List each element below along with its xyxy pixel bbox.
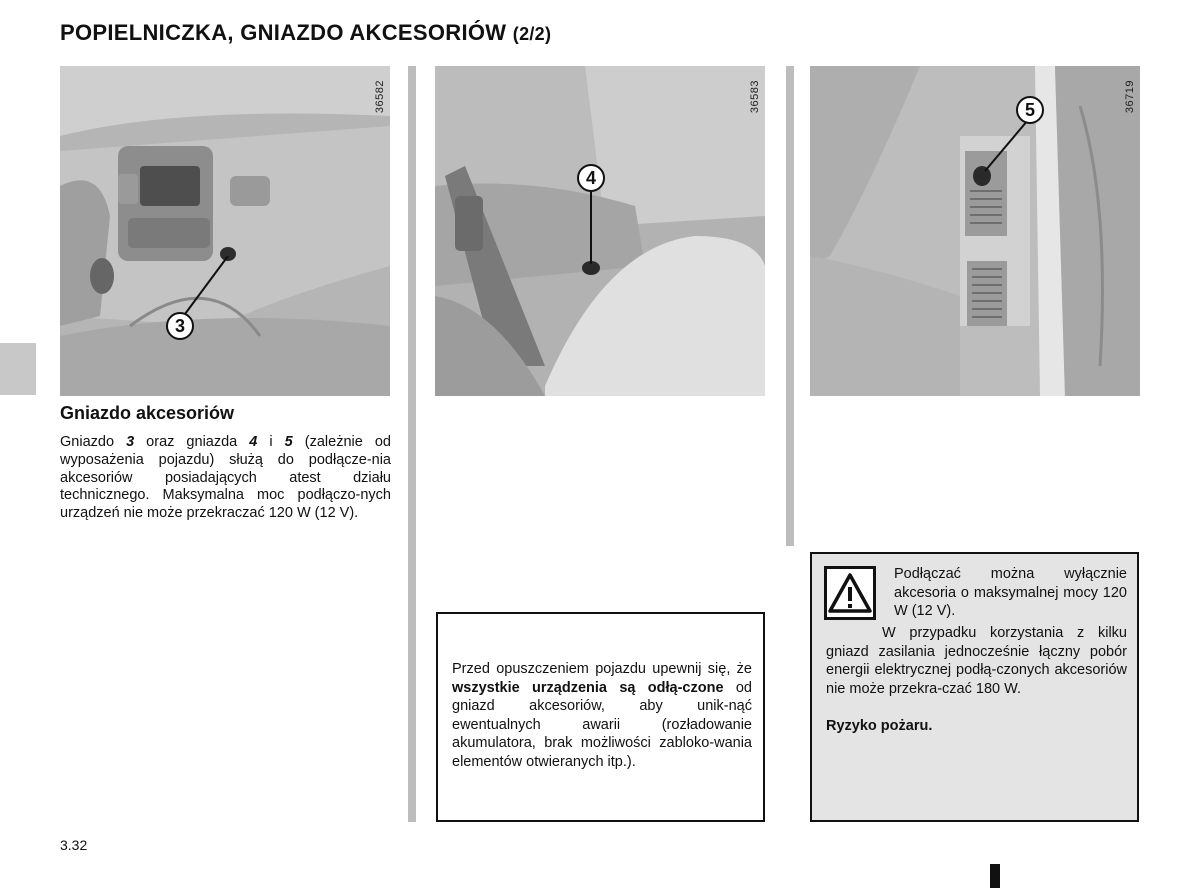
page-title: POPIELNICZKA, GNIAZDO AKCESORIÓW (2/2) xyxy=(60,20,552,45)
corner-mark xyxy=(990,864,1000,888)
warning-risk: Ryzyko pożaru. xyxy=(826,718,933,734)
page-number: 3.32 xyxy=(60,837,88,853)
warning-box xyxy=(810,552,1139,822)
note-text: Przed opuszczeniem pojazdu upewnij się, że wszystkie urządzenia są odłą-czone od gniazd akcesoriów, aby unik-nąć ewentualnych awarii (rozładowanie akumulatora, brak możliwości zabloko-wania elementów otwieranych itp.). xyxy=(452,661,752,770)
chapter-tab xyxy=(0,343,36,395)
warning-line-2: W przypadku korzystania z kilku gniazd zasilania jednocześnie łączny pobór energii elektrycznej podłą-czonych akcesoriów nie może przekra-czać 180 W. xyxy=(826,625,1127,697)
callout-3: 3 xyxy=(166,312,194,340)
figure-number: 36719 xyxy=(1124,80,1136,114)
note-emphasis: wszystkie urządzenia są odłą-czone xyxy=(452,679,724,696)
socket-ref-4: 4 xyxy=(249,434,258,450)
dashboard-illustration xyxy=(60,66,390,396)
side-wall-illustration xyxy=(810,66,1140,396)
column-divider-1 xyxy=(408,66,416,822)
figure-side-socket xyxy=(810,66,1140,396)
figure-number: 36582 xyxy=(374,80,386,114)
section-heading: Gniazdo akcesoriów xyxy=(60,403,235,423)
figure-dashboard-socket xyxy=(60,66,390,396)
seat-illustration xyxy=(435,66,765,396)
section-paragraph: Gniazdo 3 oraz gniazda 4 i 5 (zależnie od wyposażenia pojazdu) służą do podłącze-nia akcesoriów posiadających atest działu technicznego. Maksymalna moc podłączo-nych urządzeń nie może przekraczać 120 W (12 V). xyxy=(60,434,391,522)
figure-seat-socket xyxy=(435,66,765,396)
socket-ref-5: 5 xyxy=(284,434,293,450)
callout-5: 5 xyxy=(1016,96,1044,124)
column-divider-2 xyxy=(786,66,794,546)
warning-triangle-icon xyxy=(824,566,876,620)
figure-number: 36583 xyxy=(749,80,761,114)
page-title-suffix: (2/2) xyxy=(512,24,552,44)
socket-ref-3: 3 xyxy=(126,434,135,450)
callout-4: 4 xyxy=(577,164,605,192)
note-box xyxy=(436,612,765,822)
warning-line-1: Podłączać można wyłącznie akcesoria o maksymalnej mocy 120 W (12 V). xyxy=(894,566,1127,620)
